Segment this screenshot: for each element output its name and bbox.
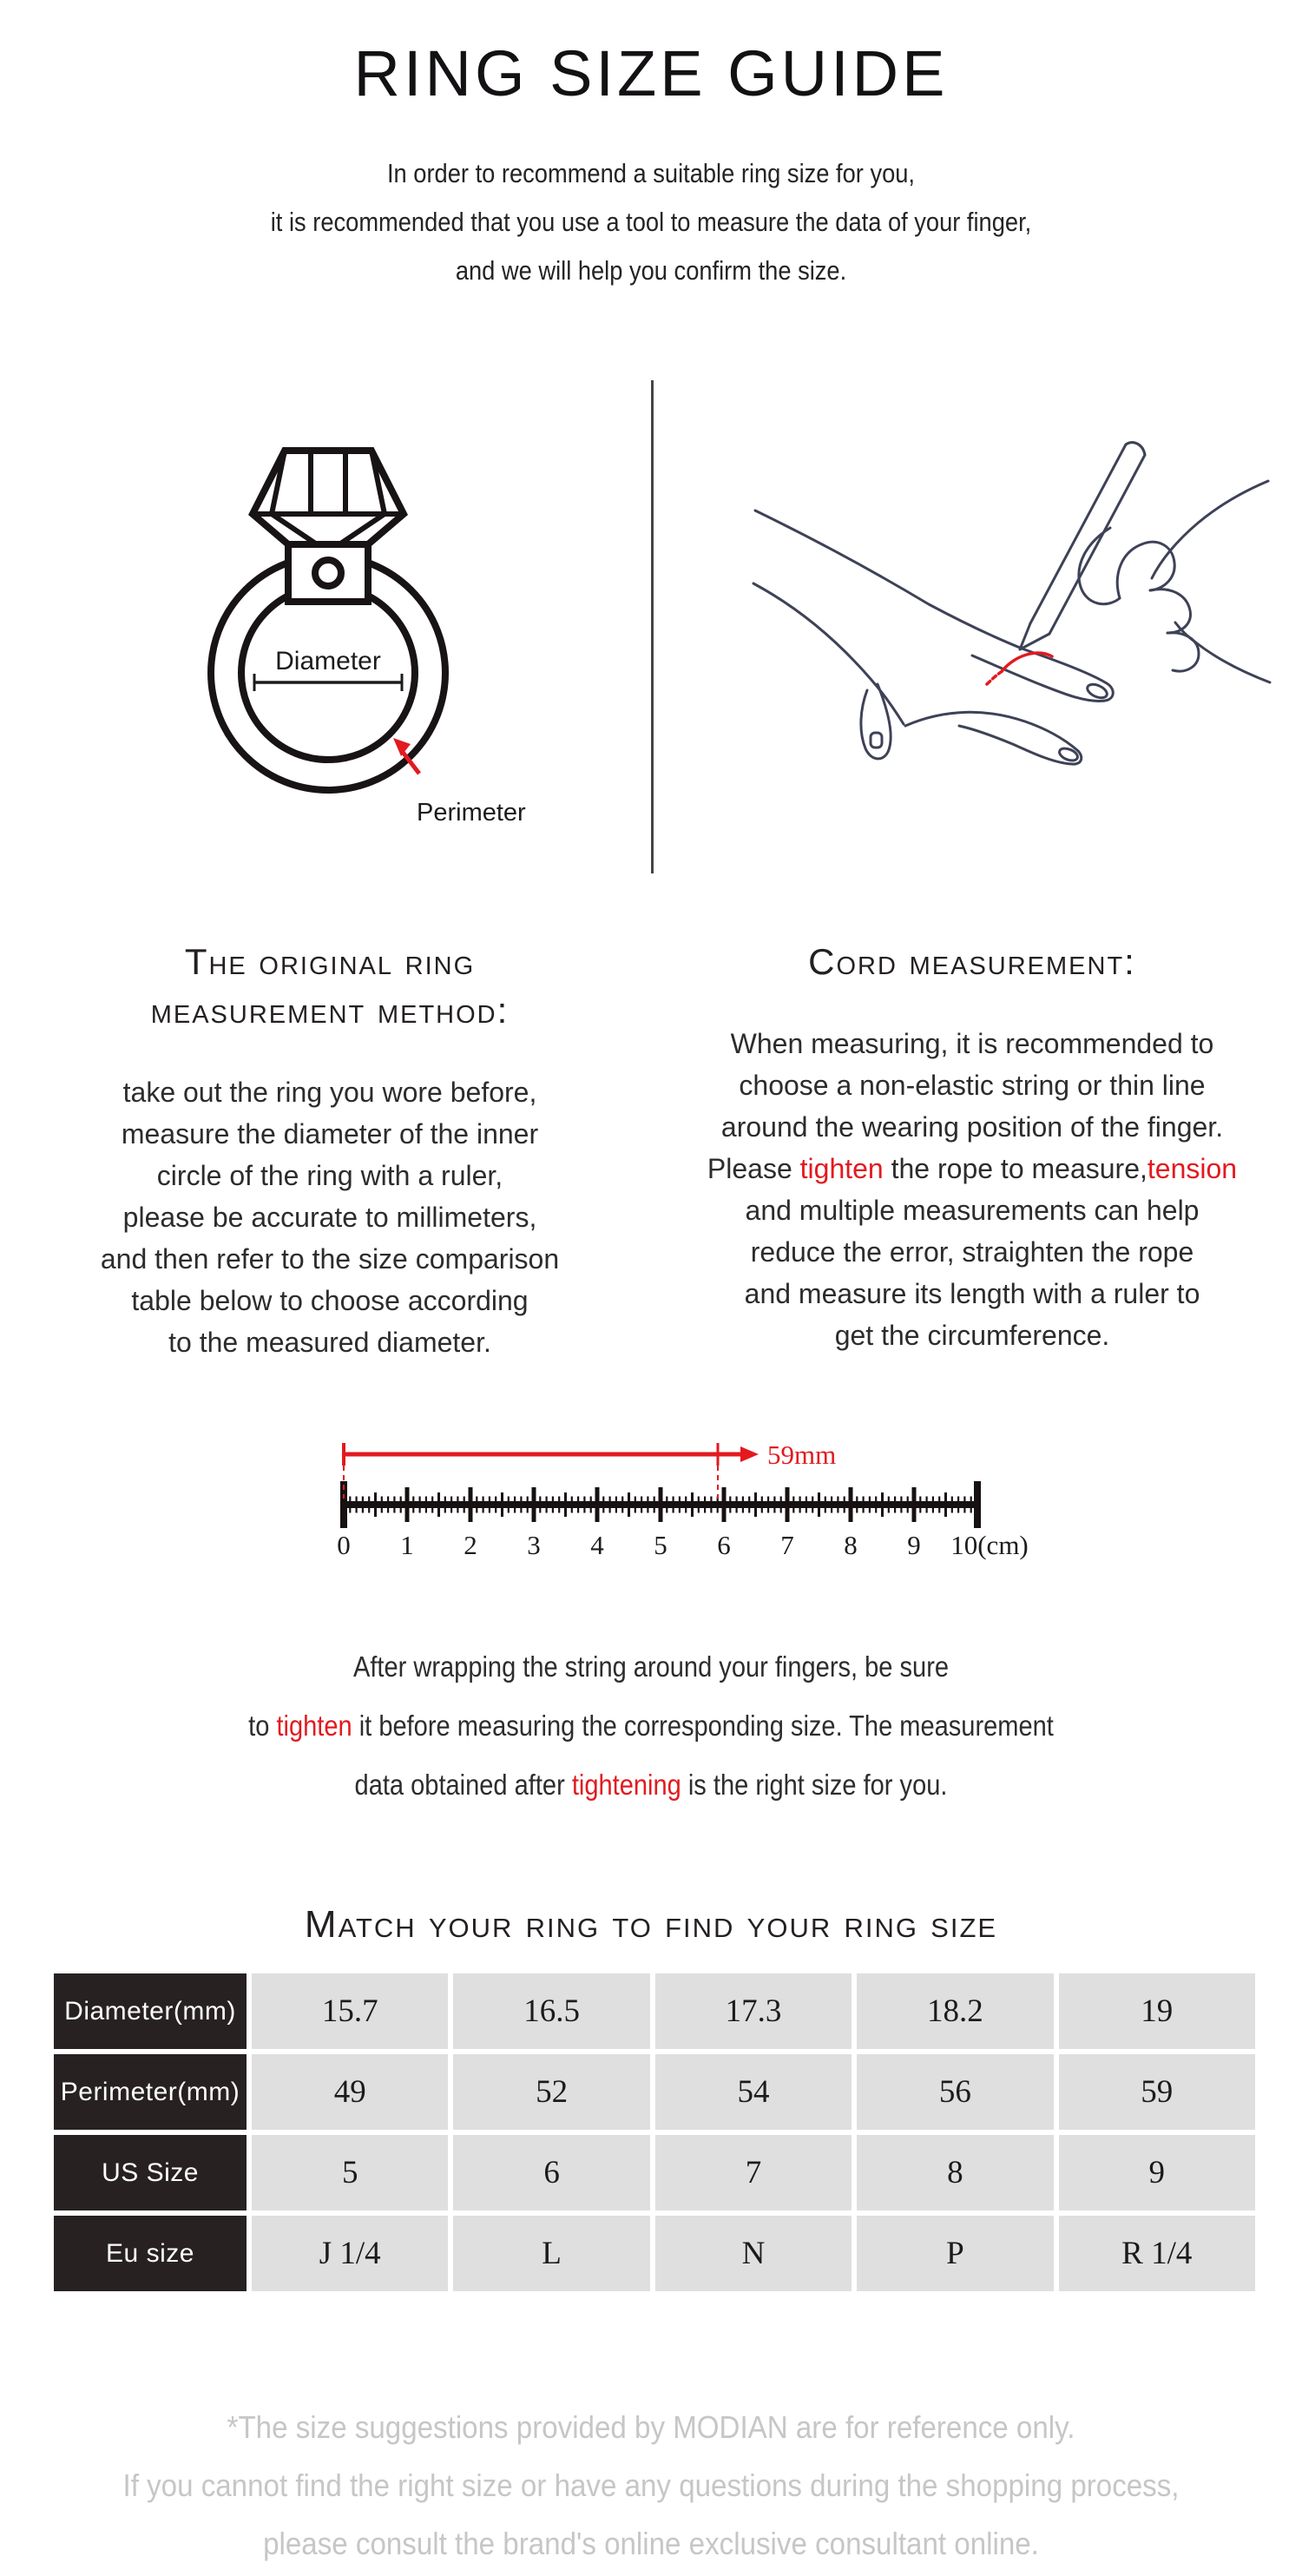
red-measurement-line <box>344 1440 836 1499</box>
diamond-icon <box>253 451 404 544</box>
table-cell: 18.2 <box>857 1973 1053 2049</box>
text-line: If you cannot find the right size or have any questions during the shopping process, <box>122 2467 1180 2503</box>
text-line: it is recommended that you use a tool to measure the data of your finger, <box>270 207 1032 237</box>
text-line: circle of the ring with a ruler, <box>156 1160 503 1191</box>
table-cell: 52 <box>453 2054 649 2130</box>
table-cell: P <box>857 2216 1053 2291</box>
table-cell: 7 <box>655 2135 852 2210</box>
table-label-diameter: Diameter(mm) <box>54 1973 247 2049</box>
ruler-label: 0 <box>337 1530 351 1560</box>
page-title: RING SIZE GUIDE <box>353 37 949 109</box>
ruler-label: 6 <box>717 1530 731 1560</box>
ring-diagram <box>195 438 560 833</box>
ruler-label: 7 <box>780 1530 794 1560</box>
text-line: and multiple measurements can help <box>745 1195 1200 1226</box>
text-line: After wrapping the string around your fingers, be sure <box>352 1650 950 1683</box>
hands-marking-finger-illustration <box>751 434 1272 781</box>
text-line: data obtained after tightening is the right size for you. <box>354 1769 948 1801</box>
text-line: get the circumference. <box>834 1320 1110 1351</box>
table-cell: 54 <box>655 2054 852 2130</box>
intro-paragraph <box>78 149 1224 295</box>
text-line: and then refer to the size comparison <box>100 1243 560 1275</box>
ring-bezel <box>288 544 368 602</box>
ruler-label: 9 <box>907 1530 921 1560</box>
ruler-ticks <box>344 1481 977 1528</box>
diameter-label: Diameter <box>275 647 381 675</box>
table-cell: 15.7 <box>252 1973 448 2049</box>
table-cell: 6 <box>453 2135 649 2210</box>
text-line: choose a non-elastic string or thin line <box>739 1070 1206 1101</box>
table-cell: L <box>453 2216 649 2291</box>
table-cell: 17.3 <box>655 1973 852 2049</box>
ruler-label: 4 <box>590 1530 604 1560</box>
text-line: please be accurate to millimeters, <box>122 1202 537 1233</box>
text-line: Please tighten the rope to measure,tension <box>707 1153 1238 1184</box>
ruler-label: 1 <box>400 1530 414 1560</box>
table-cell: R 1/4 <box>1059 2216 1255 2291</box>
after-ruler-paragraph <box>78 1637 1224 1815</box>
text-line: measure the diameter of the inner <box>121 1118 539 1150</box>
ruler-label: 8 <box>844 1530 858 1560</box>
text-line: *The size suggestions provided by MODIAN are for reference only. <box>227 2409 1075 2445</box>
table-cell: 5 <box>252 2135 448 2210</box>
right-hand-with-pen-sketch <box>1020 443 1270 682</box>
red-string-mark <box>987 653 1052 684</box>
text-line: reduce the error, straighten the rope <box>750 1236 1194 1268</box>
text-line: In order to recommend a suitable ring size for you, <box>386 158 916 188</box>
table-cell: 16.5 <box>453 1973 649 2049</box>
diameter-measure <box>254 674 402 691</box>
table-cell: J 1/4 <box>252 2216 448 2291</box>
ring-outline <box>211 451 445 790</box>
original-ring-method-text <box>52 1071 608 1363</box>
measurement-value-label: 59mm <box>767 1440 837 1470</box>
ruler-label: 3 <box>527 1530 541 1560</box>
text-line: and measure its length with a ruler to <box>744 1278 1200 1309</box>
table-label-perimeter: Perimeter(mm) <box>54 2054 247 2130</box>
text-line: to tighten it before measuring the corresponding size. The measurement <box>248 1710 1054 1742</box>
perimeter-label: Perimeter <box>417 799 526 827</box>
size-table <box>54 1973 1255 2291</box>
column-divider <box>651 380 654 873</box>
ruler-scale-labels <box>337 1530 1029 1560</box>
original-ring-method-heading: The original ring measurement method: <box>150 941 510 1031</box>
left-hand-sketch <box>753 511 1113 764</box>
text-line: table below to choose according <box>131 1285 529 1316</box>
text-line: please consult the brand's online exclusive consultant online. <box>263 2526 1039 2561</box>
original-ring-method-section <box>52 938 608 1363</box>
cord-measurement-section <box>694 938 1250 1356</box>
table-cell: N <box>655 2216 852 2291</box>
table-label-us-size: US Size <box>54 2135 247 2210</box>
table-cell: 19 <box>1059 1973 1255 2049</box>
table-cell: 49 <box>252 2054 448 2130</box>
table-cell: 8 <box>857 2135 1053 2210</box>
cord-measurement-heading: Cord measurement: <box>808 941 1136 982</box>
table-cell: 59 <box>1059 2054 1255 2130</box>
text-line: When measuring, it is recommended to <box>730 1028 1214 1059</box>
text-line: around the wearing position of the finger. <box>720 1111 1224 1143</box>
ruler-diagram <box>326 1424 1047 1571</box>
table-cell: 56 <box>857 2054 1053 2130</box>
size-table-heading: Match your ring to find your ring size <box>304 1903 998 1946</box>
footer-disclaimer <box>52 2398 1250 2573</box>
pen-icon <box>1030 445 1145 634</box>
cord-measurement-text <box>694 1023 1250 1356</box>
table-cell: 9 <box>1059 2135 1255 2210</box>
table-label-eu-size: Eu size <box>54 2216 247 2291</box>
text-line: and we will help you confirm the size. <box>455 255 847 286</box>
ruler-label: 2 <box>464 1530 477 1560</box>
arrow-right-icon <box>740 1446 759 1462</box>
text-line: to the measured diameter. <box>168 1327 491 1358</box>
ruler-label: 5 <box>654 1530 667 1560</box>
ruler-label: 10(cm) <box>950 1530 1029 1560</box>
text-line: take out the ring you wore before, <box>122 1077 537 1108</box>
